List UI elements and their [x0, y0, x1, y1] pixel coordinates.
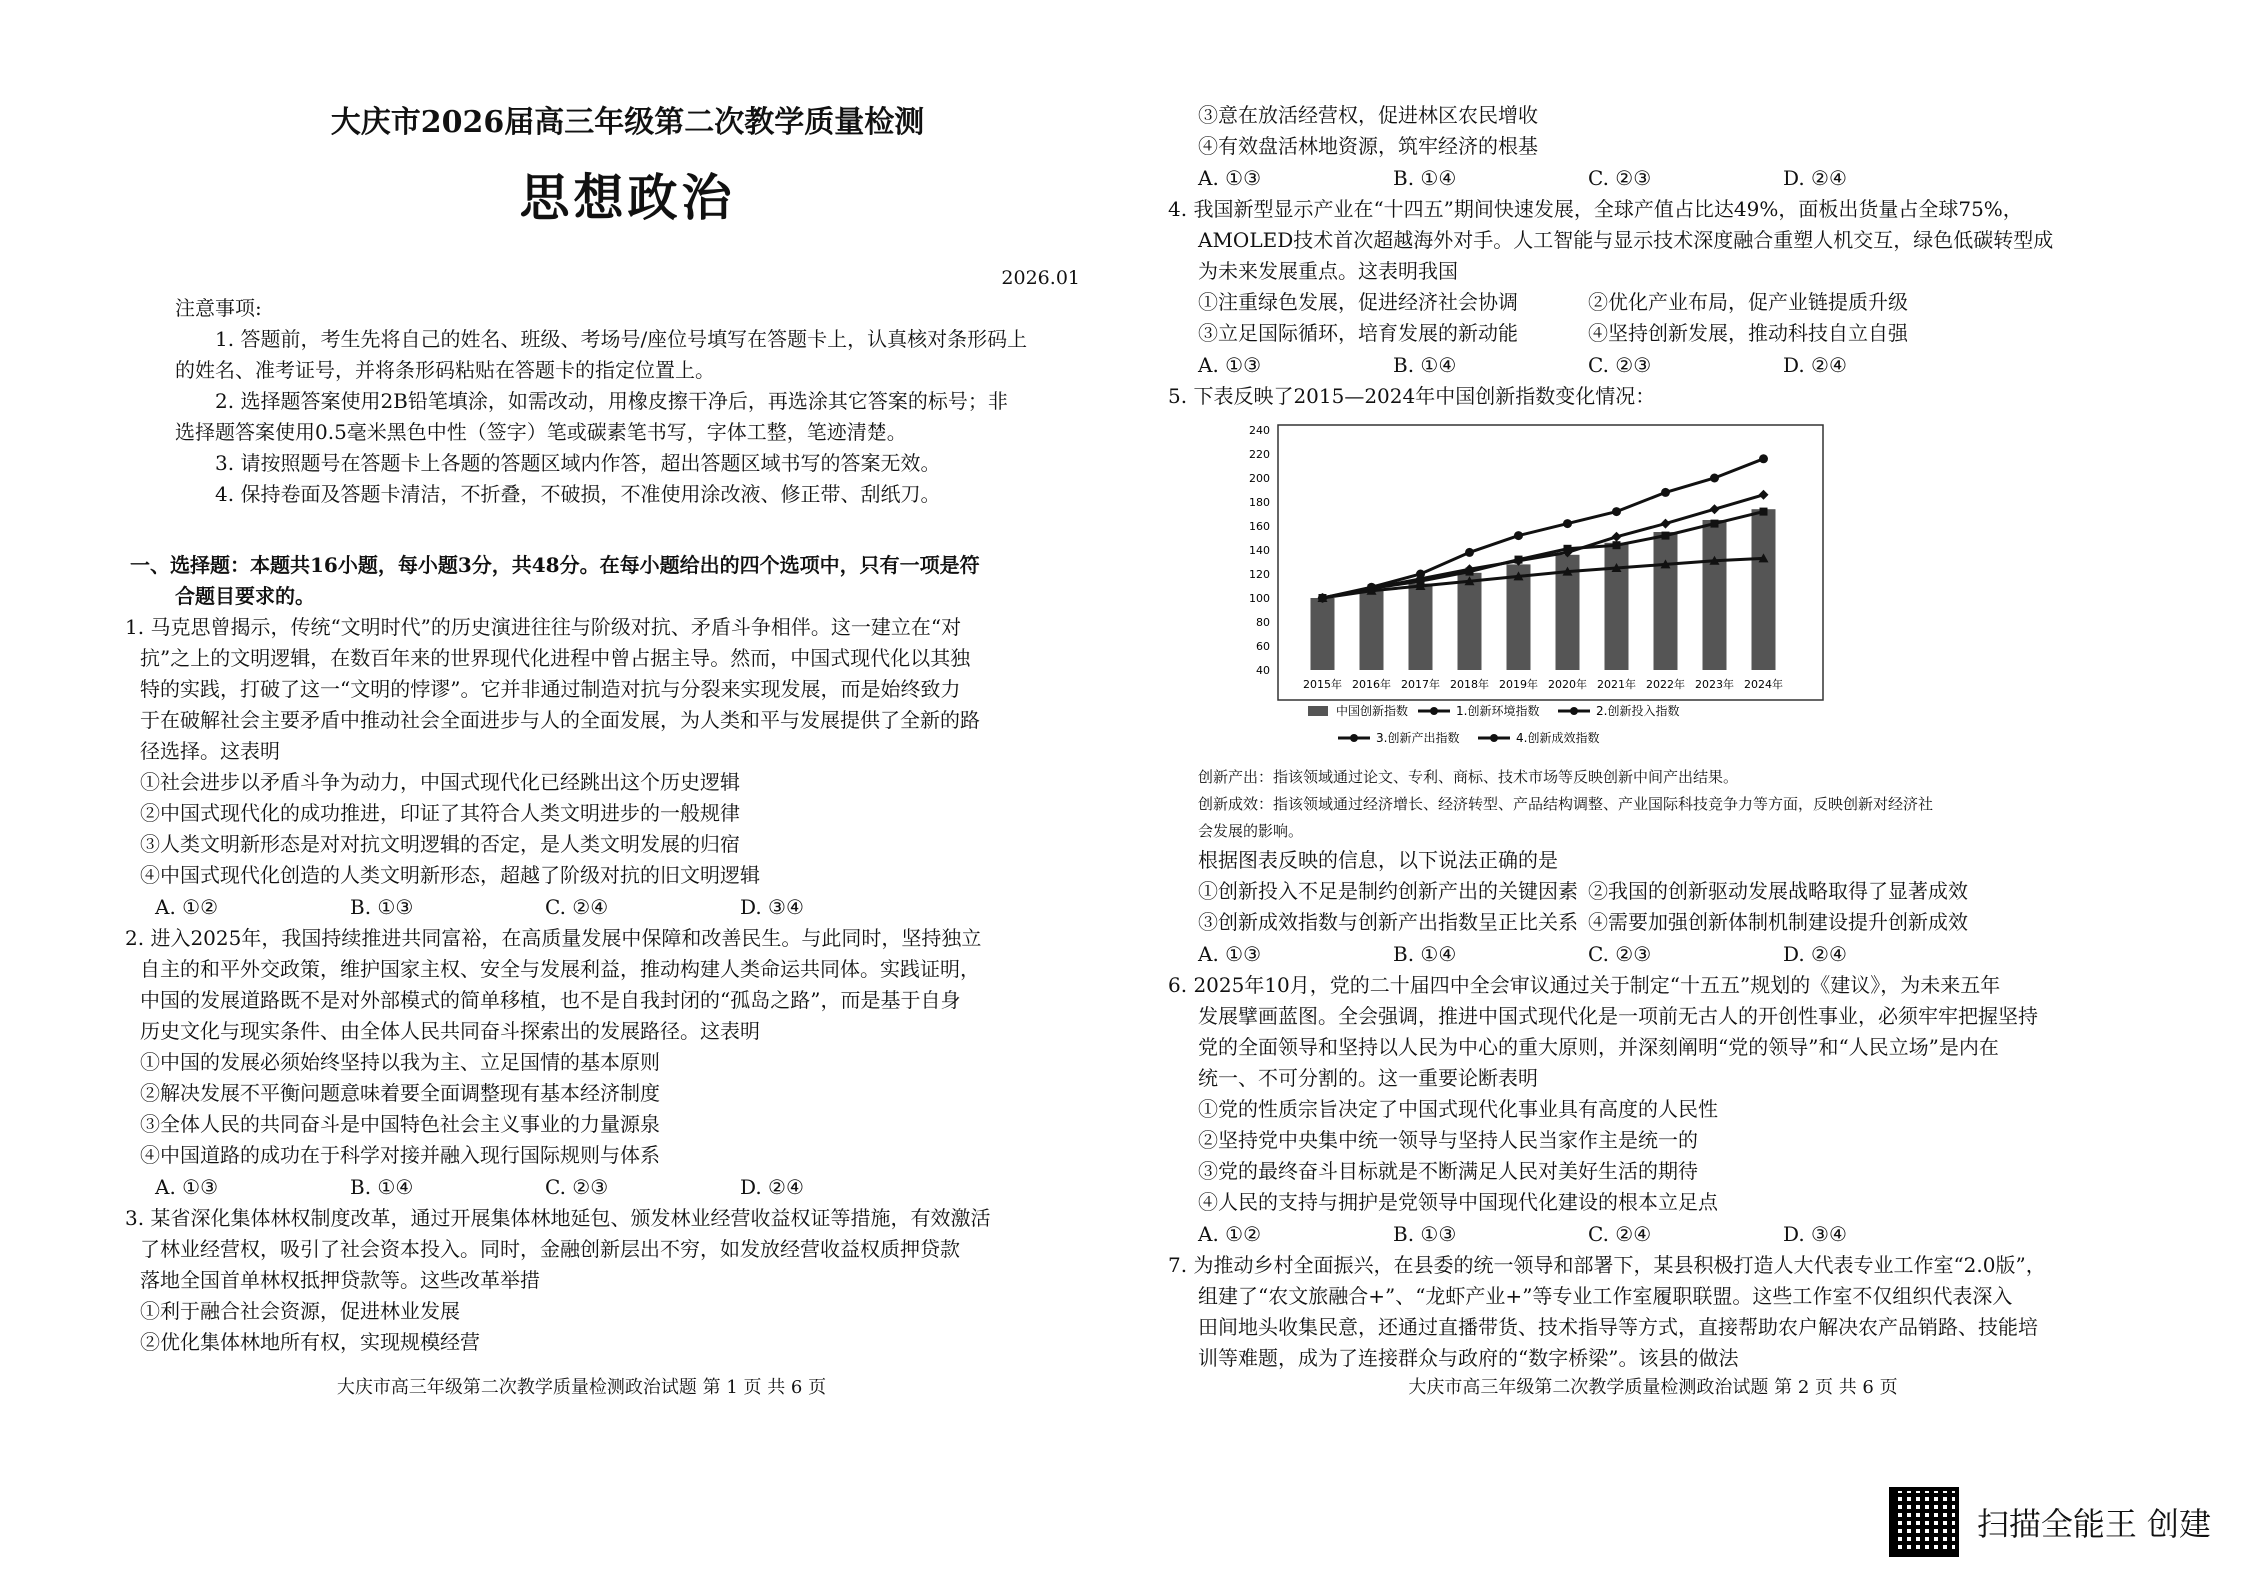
data-point	[1465, 548, 1474, 557]
option-b: B. ①④	[1393, 166, 1457, 190]
legend-marker	[1570, 707, 1578, 715]
option-c: C. ②④	[545, 895, 609, 919]
option-b: B. ①④	[350, 1175, 414, 1199]
notice-heading: 注意事项:	[175, 296, 262, 320]
y-tick-label: 200	[1249, 472, 1270, 485]
chart-note: 创新产出：指该领域通过论文、专利、商标、技术市场等反映创新中间产出结果。	[1198, 768, 1739, 786]
answer-options	[1168, 162, 2133, 194]
option-d: D. ②④	[1783, 942, 1847, 966]
question-line: 2. 进入2025年，我国持续推进共同富裕，在高质量发展中保障和改善民生。与此同时，坚持独立	[125, 926, 982, 950]
x-tick-label: 2023年	[1695, 678, 1734, 691]
legend-label: 2.创新投入指数	[1596, 704, 1680, 718]
question-line: 田间地头收集民意，还通过直播带货、技术指导等方式，直接帮助农户解决农产品销路、技能培	[1198, 1315, 2038, 1339]
bar-innovation-index	[1752, 509, 1776, 670]
notice-list	[175, 324, 1080, 510]
question-4	[1168, 194, 2133, 381]
answer-options	[1168, 938, 2133, 970]
data-point	[1760, 508, 1768, 516]
question-3	[125, 1203, 1080, 1358]
option-row	[1168, 287, 2133, 318]
x-tick-label: 2020年	[1548, 678, 1587, 691]
option-c: C. ②③	[1588, 166, 1652, 190]
data-point	[1759, 490, 1769, 500]
question-line: AMOLED技术首次超越海外对手。人工智能与显示技术深度融合重塑人机交互，绿色低碳转型成	[1198, 228, 2054, 252]
x-tick-label: 2021年	[1597, 678, 1636, 691]
x-tick-label: 2022年	[1646, 678, 1685, 691]
option-a: A. ①③	[1198, 942, 1262, 966]
series-line-4	[1323, 558, 1764, 598]
option-statement: ②优化集体林地所有权，实现规模经营	[140, 1330, 480, 1354]
option-statement: ②解决发展不平衡问题意味着要全面调整现有基本经济制度	[140, 1081, 660, 1105]
y-tick-label: 100	[1249, 592, 1270, 605]
option-a: A. ①③	[1198, 353, 1262, 377]
data-point	[1514, 531, 1523, 540]
option-d: D. ②④	[1783, 353, 1847, 377]
question-line: 统一、不可分割的。这一重要论断表明	[1198, 1066, 1538, 1090]
option-statement: ③全体人民的共同奋斗是中国特色社会主义事业的力量源泉	[140, 1112, 660, 1136]
y-tick-label: 180	[1249, 496, 1270, 509]
qr-code-icon	[1889, 1487, 1959, 1557]
y-tick-label: 80	[1256, 616, 1270, 629]
legend-label: 4.创新成效指数	[1516, 731, 1600, 745]
data-point	[1759, 454, 1768, 463]
data-point	[1711, 520, 1719, 528]
answer-options	[1168, 1218, 2133, 1250]
chart-note: 创新成效：指该领域通过经济增长、经济转型、产品结构调整、产业国际科技竞争力等方面，反映创新对经济社	[1198, 795, 1934, 813]
question-line: 党的全面领导和坚持以人民为中心的重大原则，并深刻阐明“党的领导”和“人民立场”是内在	[1198, 1035, 1999, 1059]
notice-line: 3. 请按照题号在答题卡上各题的答题区域内作答，超出答题区域书写的答案无效。	[215, 451, 941, 475]
y-tick-label: 40	[1256, 664, 1270, 677]
data-point	[1515, 556, 1523, 564]
y-tick-label: 60	[1256, 640, 1270, 653]
exam-title: 大庆市2026届高三年级第二次教学质量检测	[330, 105, 925, 140]
notice-line: 2. 选择题答案使用2B铅笔填涂，如需改动，用橡皮擦干净后，再选涂其它答案的标号；非	[215, 389, 1008, 413]
question-line: 4. 我国新型显示产业在“十四五”期间快速发展，全球产值占比达49%，面板出货量占全球75%，	[1168, 197, 2023, 221]
notice-line: 选择题答案使用0.5毫米黑色中性（签字）笔或碳素笔书写，字体工整，笔迹清楚。	[175, 420, 907, 444]
innovation-index-chart	[1228, 420, 2028, 764]
question-5	[1168, 381, 2133, 970]
question-line: 为未来发展重点。这表明我国	[1198, 259, 1458, 283]
question-line: 于在破解社会主要矛盾中推动社会全面进步与人的全面发展，为人类和平与发展提供了全新的路	[140, 708, 980, 732]
option-statement: ②优化产业布局，促产业链提质升级	[1588, 290, 1908, 314]
option-c: C. ②③	[1588, 353, 1652, 377]
bar-innovation-index	[1311, 598, 1335, 670]
x-tick-label: 2019年	[1499, 678, 1538, 691]
bar-innovation-index	[1703, 520, 1727, 670]
option-b: B. ①④	[1393, 942, 1457, 966]
option-statement: ①创新投入不足是制约创新产出的关键因素	[1198, 879, 1578, 903]
question-line: 了林业经营权，吸引了社会资本投入。同时，金融创新层出不穷，如发放经营收益权质押贷款	[140, 1237, 960, 1261]
data-point	[1613, 541, 1621, 549]
y-tick-label: 120	[1249, 568, 1270, 581]
option-statement: ③人类文明新形态是对对抗文明逻辑的否定，是人类文明发展的归宿	[140, 832, 740, 856]
question-2	[125, 923, 1080, 1203]
question-line: 3. 某省深化集体林权制度改革，通过开展集体林地延包、颁发林业经营收益权证等措施，有效激活	[125, 1206, 991, 1230]
page-footer: 大庆市高三年级第二次教学质量检测政治试题 第 2 页 共 6 页	[1408, 1377, 1898, 1398]
bar-innovation-index	[1605, 543, 1629, 670]
option-a: A. ①③	[155, 1175, 219, 1199]
question-line: 1. 马克思曾揭示，传统“文明时代”的历史演进往往与阶级对抗、矛盾斗争相伴。这一建立在“对	[125, 615, 962, 639]
question-line: 6. 2025年10月，党的二十届四中全会审议通过关于制定“十五五”规划的《建议》，为未来五年	[1168, 973, 2001, 997]
x-tick-label: 2018年	[1450, 678, 1489, 691]
scanner-watermark	[1889, 1487, 2211, 1557]
exam-date: 2026.01	[1001, 267, 1080, 289]
question-line: 抗”之上的文明逻辑，在数百年来的世界现代化进程中曾占据主导。然而，中国式现代化以其独	[140, 646, 971, 670]
legend-marker	[1490, 734, 1498, 742]
option-b: B. ①④	[1393, 353, 1457, 377]
question-line: 中国的发展道路既不是对外部模式的简单移植，也不是自我封闭的“孤岛之路”，而是基于自身	[140, 988, 961, 1012]
y-tick-label: 160	[1249, 520, 1270, 533]
option-statement: ③党的最终奋斗目标就是不断满足人民对美好生活的期待	[1198, 1159, 1698, 1183]
option-statement: ④中国道路的成功在于科学对接并融入现行国际规则与体系	[140, 1143, 660, 1167]
section-heading: 一、选择题：本题共16小题，每小题3分，共48分。在每小题给出的四个选项中，只有一项是符	[130, 553, 980, 577]
answer-options	[1168, 349, 2133, 381]
data-point	[1662, 532, 1670, 540]
series-line-3	[1323, 512, 1764, 598]
option-statement: ④有效盘活林地资源，筑牢经济的根基	[1198, 134, 1538, 158]
data-point	[1612, 532, 1622, 542]
answer-options	[125, 1171, 1080, 1203]
x-tick-label: 2017年	[1401, 678, 1440, 691]
bar-innovation-index	[1458, 573, 1482, 670]
question-line: 自主的和平外交政策，维护国家主权、安全与发展利益，推动构建人类命运共同体。实践证明，	[140, 957, 980, 981]
question-6	[1168, 970, 2133, 1250]
option-statement: ②中国式现代化的成功推进，印证了其符合人类文明进步的一般规律	[140, 801, 740, 825]
legend-swatch	[1308, 706, 1328, 716]
option-a: A. ①②	[1198, 1222, 1262, 1246]
legend-label: 中国创新指数	[1336, 704, 1409, 718]
y-tick-label: 220	[1249, 448, 1270, 461]
question-line: 径选择。这表明	[140, 739, 280, 763]
page-footer: 大庆市高三年级第二次教学质量检测政治试题 第 1 页 共 6 页	[336, 1377, 827, 1398]
answer-options	[125, 891, 1080, 923]
notice-line: 4. 保持卷面及答题卡清洁，不折叠，不破损，不准使用涂改液、修正带、刮纸刀。	[215, 482, 941, 506]
legend-label: 3.创新产出指数	[1376, 731, 1460, 745]
option-statement: ③意在放活经营权，促进林区农民增收	[1198, 103, 1538, 127]
chart-svg	[1228, 420, 2028, 760]
page-2	[1123, 0, 2246, 1587]
question-line: 训等难题，成为了连接群众与政府的“数字桥梁”。该县的做法	[1198, 1346, 1739, 1370]
option-statement: ④需要加强创新体制机制建设提升创新成效	[1588, 910, 1968, 934]
option-statement: ②我国的创新驱动发展战略取得了显著成效	[1588, 879, 1968, 903]
question-line: 7. 为推动乡村全面振兴，在县委的统一领导和部署下，某县积极打造人大代表专业工作室“2.0版”，	[1168, 1253, 2046, 1277]
data-point	[1416, 570, 1425, 579]
scanner-label: 扫描全能王 创建	[1976, 1505, 2211, 1543]
data-point	[1661, 519, 1671, 529]
section-heading-cont: 合题目要求的。	[175, 584, 315, 608]
option-d: D. ②④	[1783, 166, 1847, 190]
notice-line: 1. 答题前，考生先将自己的姓名、班级、考场号/座位号填写在答题卡上，认真核对条形码上	[215, 327, 1028, 351]
notice-line: 的姓名、准考证号，并将条形码粘贴在答题卡的指定位置上。	[175, 358, 715, 382]
option-statement: ④坚持创新发展，推动科技自立自强	[1588, 321, 1908, 345]
option-statement: ①利于融合社会资源，促进林业发展	[140, 1299, 460, 1323]
question-line: 5. 下表反映了2015—2024年中国创新指数变化情况：	[1168, 384, 1656, 408]
option-statement: ②坚持党中央集中统一领导与坚持人民当家作主是统一的	[1198, 1128, 1698, 1152]
option-d: D. ②④	[740, 1175, 804, 1199]
question-1	[125, 612, 1080, 923]
option-c: C. ②③	[1588, 942, 1652, 966]
bar-innovation-index	[1654, 532, 1678, 670]
legend-marker	[1430, 707, 1438, 715]
x-tick-label: 2016年	[1352, 678, 1391, 691]
legend-label: 1.创新环境指数	[1456, 704, 1540, 718]
data-point	[1710, 504, 1720, 514]
option-b: B. ①③	[350, 895, 414, 919]
option-d: D. ③④	[740, 895, 804, 919]
page-1-column	[125, 95, 1080, 1358]
x-tick-label: 2015年	[1303, 678, 1342, 691]
option-statement: ③创新成效指数与创新产出指数呈正比关系	[1198, 910, 1578, 934]
option-row	[1168, 876, 2133, 907]
bar-innovation-index	[1409, 584, 1433, 670]
y-tick-label: 140	[1249, 544, 1270, 557]
option-row	[1168, 907, 2133, 938]
option-d: D. ③④	[1783, 1222, 1847, 1246]
option-statement: ③立足国际循环，培育发展的新动能	[1198, 321, 1518, 345]
option-c: C. ②④	[1588, 1222, 1652, 1246]
data-point	[1710, 474, 1719, 483]
data-point	[1612, 507, 1621, 516]
option-statement: ①社会进步以矛盾斗争为动力，中国式现代化已经跳出这个历史逻辑	[140, 770, 740, 794]
question-line: 特的实践，打破了这一“文明的悖谬”。它并非通过制造对抗与分裂来实现发展，而是始终致力	[140, 677, 961, 701]
chart-note: 会发展的影响。	[1198, 822, 1304, 840]
option-b: B. ①③	[1393, 1222, 1457, 1246]
question-7	[1168, 1250, 2133, 1374]
option-a: A. ①③	[1198, 166, 1262, 190]
data-point	[1563, 519, 1572, 528]
question-line: 根据图表反映的信息，以下说法正确的是	[1198, 848, 1558, 872]
option-row	[1168, 318, 2133, 349]
option-statement: ①注重绿色发展，促进经济社会协调	[1198, 290, 1518, 314]
question-line: 历史文化与现实条件、由全体人民共同奋斗探索出的发展路径。这表明	[140, 1019, 760, 1043]
question-line: 组建了“农文旅融合+”、“龙虾产业+”等专业工作室履职联盟。这些工作室不仅组织代表深入	[1198, 1284, 2013, 1308]
page-2-column	[1168, 100, 2133, 1374]
option-a: A. ①②	[155, 895, 219, 919]
bar-innovation-index	[1360, 590, 1384, 670]
option-c: C. ②③	[545, 1175, 609, 1199]
legend-marker	[1350, 734, 1358, 742]
option-statement: ④中国式现代化创造的人类文明新形态，超越了阶级对抗的旧文明逻辑	[140, 863, 760, 887]
y-tick-label: 240	[1249, 424, 1270, 437]
x-tick-label: 2024年	[1744, 678, 1783, 691]
option-statement: ④人民的支持与拥护是党领导中国现代化建设的根本立足点	[1198, 1190, 1718, 1214]
data-point	[1661, 488, 1670, 497]
subject-title: 思想政治	[519, 168, 736, 227]
data-point	[1466, 568, 1474, 576]
option-statement: ①中国的发展必须始终坚持以我为主、立足国情的基本原则	[140, 1050, 660, 1074]
data-point	[1564, 545, 1572, 553]
question-line: 发展擘画蓝图。全会强调，推进中国式现代化是一项前无古人的开创性事业，必须牢牢把握坚持	[1198, 1004, 2038, 1028]
option-statement: ①党的性质宗旨决定了中国式现代化事业具有高度的人民性	[1198, 1097, 1718, 1121]
question-line: 落地全国首单林权抵押贷款等。这些改革举措	[140, 1268, 540, 1292]
